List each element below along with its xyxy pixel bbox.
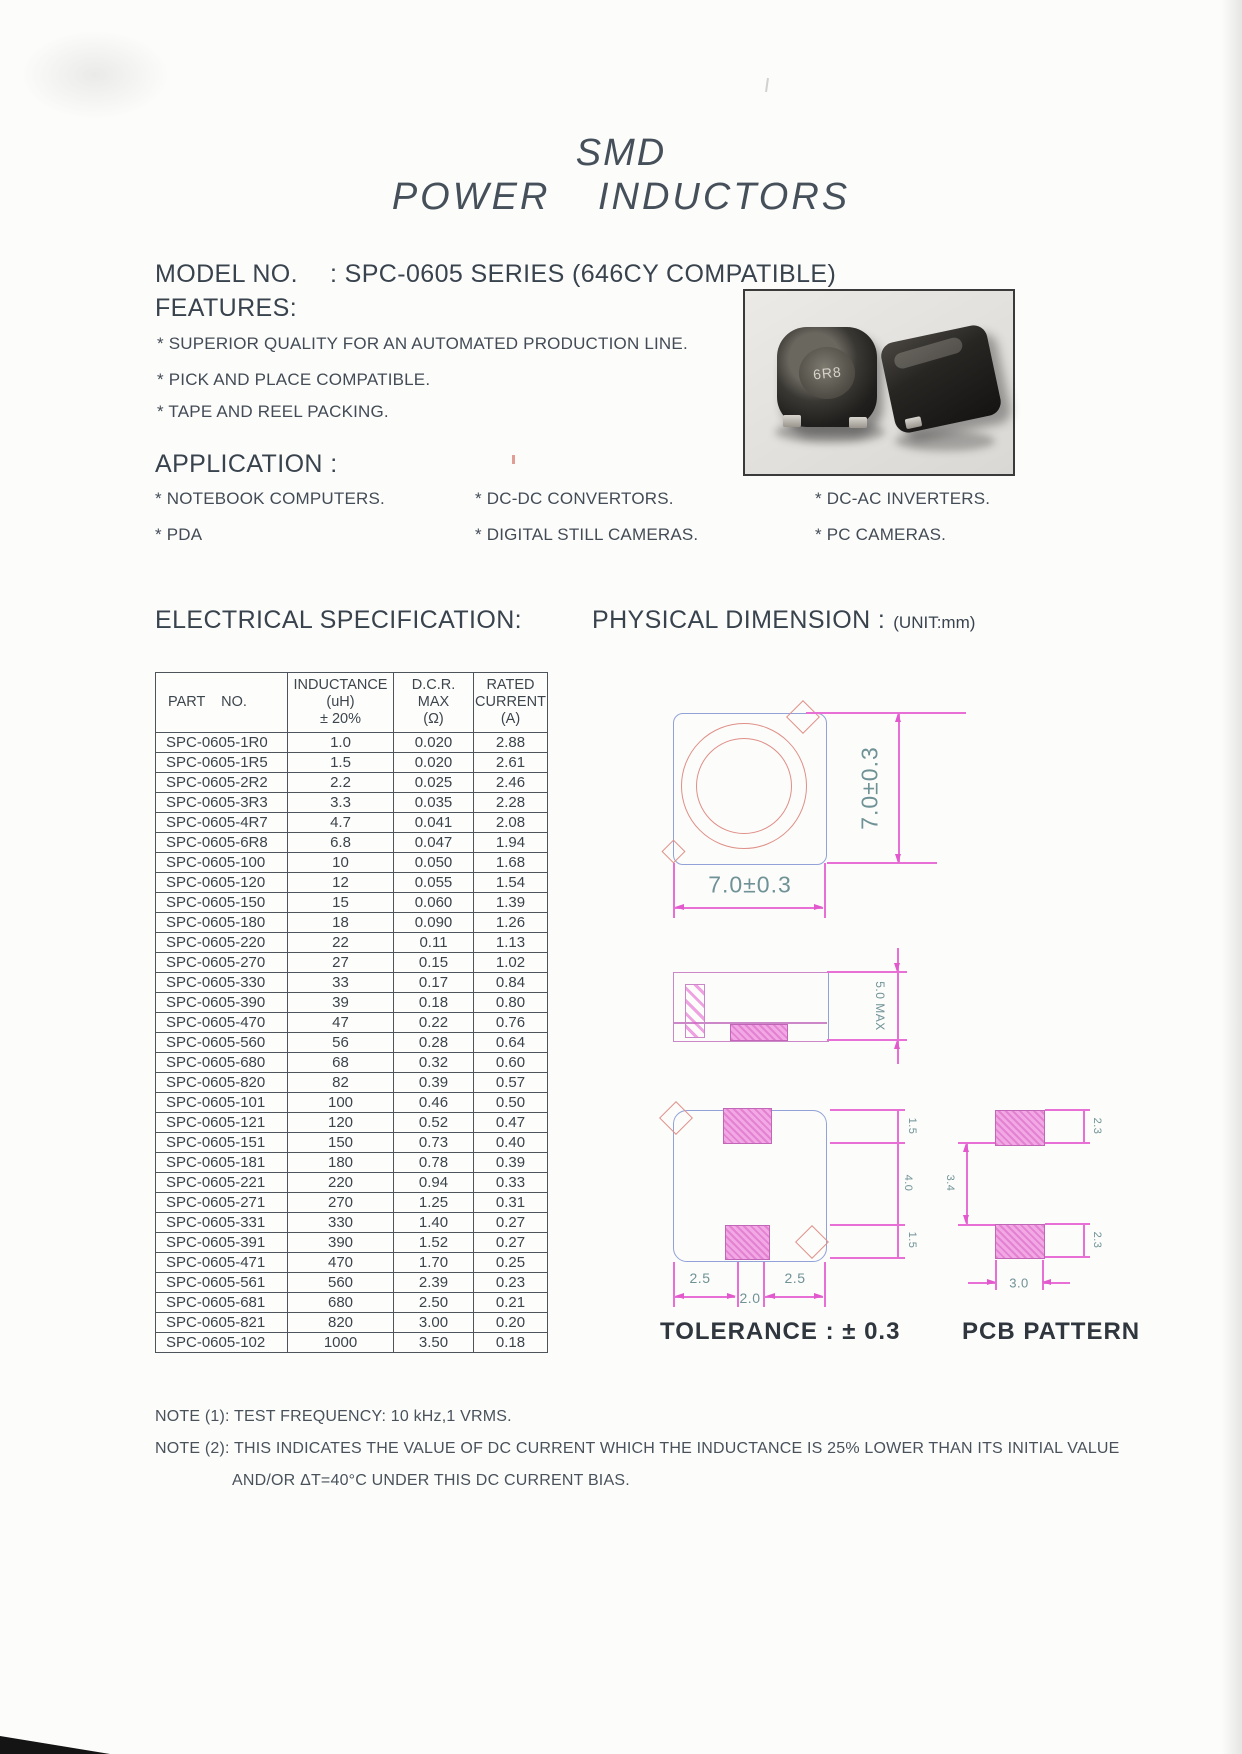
dcr-cell: 0.035	[394, 793, 474, 813]
product-photo	[743, 289, 1015, 476]
header-line: (uH)	[326, 694, 355, 710]
part-no-cell: SPC-0605-181	[156, 1153, 288, 1173]
inductance-cell: 4.7	[288, 813, 394, 833]
inductance-cell: 470	[288, 1253, 394, 1273]
dcr-cell: 2.39	[394, 1273, 474, 1293]
col-header-part-no: PART NO.	[156, 673, 288, 733]
inductance-cell: 68	[288, 1053, 394, 1073]
dim-extension-line	[830, 1142, 905, 1144]
dim-arrow	[987, 1279, 996, 1285]
inductor-photo-square	[879, 323, 1004, 435]
part-no-cell: SPC-0605-561	[156, 1273, 288, 1293]
rated-current-cell: 1.68	[474, 853, 548, 873]
rated-current-cell: 0.57	[474, 1073, 548, 1093]
dim-extension-line	[824, 1262, 826, 1307]
dcr-cell: 0.090	[394, 913, 474, 933]
inductance-cell: 680	[288, 1293, 394, 1313]
dcr-cell: 1.40	[394, 1213, 474, 1233]
header-line: MAX	[417, 694, 450, 710]
dim-bottom-view-pad-top: 1.5	[906, 1117, 918, 1135]
rated-current-cell: 0.31	[474, 1193, 548, 1213]
inductor-photo-round	[777, 327, 877, 427]
model-no-label: MODEL NO.	[155, 260, 298, 288]
part-no-cell: SPC-0605-180	[156, 913, 288, 933]
dim-arrow	[894, 1040, 900, 1049]
pcb-pad-bottom	[995, 1224, 1045, 1259]
dim-line	[1083, 1224, 1085, 1257]
inductance-cell: 12	[288, 873, 394, 893]
page-title-line1: SMD	[575, 132, 667, 174]
inductance-cell: 3.3	[288, 793, 394, 813]
part-no-cell: SPC-0605-150	[156, 893, 288, 913]
side-view-pad	[730, 1024, 788, 1041]
dcr-cell: 0.060	[394, 893, 474, 913]
dim-bottom-view-left: 2.5	[689, 1270, 711, 1286]
side-view-terminal	[685, 984, 705, 1038]
note-line: AND/OR ΔT=40°C UNDER THIS DC CURRENT BIAS.	[232, 1472, 630, 1489]
dim-arrow	[814, 1293, 823, 1299]
model-no-row	[155, 260, 836, 289]
rated-current-cell: 0.84	[474, 973, 548, 993]
dim-extension-line	[673, 1262, 675, 1307]
inductance-cell: 270	[288, 1193, 394, 1213]
dcr-cell: 1.25	[394, 1193, 474, 1213]
dim-extension-line	[763, 1262, 765, 1307]
rated-current-cell: 1.26	[474, 913, 548, 933]
table-row	[156, 973, 548, 993]
part-no-cell: SPC-0605-390	[156, 993, 288, 1013]
dim-arrow	[727, 1293, 736, 1299]
dim-arrow	[895, 854, 901, 863]
dim-pcb-pad-height-top: 2.3	[1091, 1117, 1103, 1135]
col-header-inductance	[288, 673, 394, 733]
part-no-cell: SPC-0605-151	[156, 1133, 288, 1153]
pcb-pattern-label: PCB PATTERN	[962, 1318, 1141, 1345]
header-line: CURRENT	[475, 694, 546, 710]
table-row	[156, 1313, 548, 1333]
rated-current-cell: 2.28	[474, 793, 548, 813]
part-no-cell: SPC-0605-1R5	[156, 753, 288, 773]
dcr-cell: 0.94	[394, 1173, 474, 1193]
dcr-cell: 0.025	[394, 773, 474, 793]
inductance-cell: 150	[288, 1133, 394, 1153]
part-no-cell: SPC-0605-2R2	[156, 773, 288, 793]
table-row	[156, 1033, 548, 1053]
rated-current-cell: 2.61	[474, 753, 548, 773]
dim-arrow	[895, 713, 901, 722]
rated-current-cell: 2.08	[474, 813, 548, 833]
part-no-cell: SPC-0605-680	[156, 1053, 288, 1073]
table-row	[156, 1053, 548, 1073]
inductance-cell: 22	[288, 933, 394, 953]
part-no-cell: SPC-0605-121	[156, 1113, 288, 1133]
dcr-cell: 0.047	[394, 833, 474, 853]
dim-extension-line	[737, 1262, 739, 1307]
table-row	[156, 813, 548, 833]
top-view-inner-circle	[696, 738, 792, 834]
part-no-cell: SPC-0605-560	[156, 1033, 288, 1053]
rated-current-cell: 0.60	[474, 1053, 548, 1073]
part-no-cell: SPC-0605-270	[156, 953, 288, 973]
col-header-rated-current	[474, 673, 548, 733]
table-row	[156, 873, 548, 893]
inductance-cell: 820	[288, 1313, 394, 1333]
dim-extension-line	[958, 1224, 995, 1226]
dcr-cell: 0.78	[394, 1153, 474, 1173]
note-line: NOTE (2): THIS INDICATES THE VALUE OF DC CURRENT WHICH THE INDUCTANCE IS 25% LOWER THAN ITS INITIAL VALUE	[155, 1440, 1120, 1457]
features-heading: FEATURES:	[155, 294, 298, 322]
inductance-cell: 39	[288, 993, 394, 1013]
table-row	[156, 853, 548, 873]
dcr-cell: 2.50	[394, 1293, 474, 1313]
table-row	[156, 1253, 548, 1273]
inductance-cell: 1000	[288, 1333, 394, 1353]
dim-line	[897, 1110, 899, 1257]
header-line: INDUCTANCE	[293, 677, 388, 693]
part-no-cell: SPC-0605-271	[156, 1193, 288, 1213]
rated-current-cell: 0.27	[474, 1213, 548, 1233]
part-no-cell: SPC-0605-330	[156, 973, 288, 993]
col-header-dcr	[394, 673, 474, 733]
part-no-cell: SPC-0605-681	[156, 1293, 288, 1313]
table-row	[156, 733, 548, 753]
dim-line	[675, 1296, 735, 1298]
table-header-row	[156, 673, 548, 733]
table-row	[156, 993, 548, 1013]
header-line: (Ω)	[423, 711, 444, 727]
dcr-cell: 1.52	[394, 1233, 474, 1253]
inductance-cell: 120	[288, 1113, 394, 1133]
table-row	[156, 913, 548, 933]
rated-current-cell: 0.80	[474, 993, 548, 1013]
table-row	[156, 1173, 548, 1193]
dcr-cell: 0.050	[394, 853, 474, 873]
inductance-cell: 56	[288, 1033, 394, 1053]
inductance-cell: 100	[288, 1093, 394, 1113]
dcr-cell: 0.15	[394, 953, 474, 973]
table-row	[156, 953, 548, 973]
inductance-cell: 15	[288, 893, 394, 913]
tolerance-label: TOLERANCE : ± 0.3	[660, 1318, 901, 1345]
dim-pcb-pad-height-bottom: 2.3	[1091, 1231, 1103, 1249]
dim-extension-line	[1042, 1260, 1044, 1290]
table-row	[156, 793, 548, 813]
note-line: NOTE (1): TEST FREQUENCY: 10 kHz,1 VRMS.	[155, 1408, 512, 1425]
rated-current-cell: 0.39	[474, 1153, 548, 1173]
table-row	[156, 1213, 548, 1233]
rated-current-cell: 0.40	[474, 1133, 548, 1153]
part-no-cell: SPC-0605-221	[156, 1173, 288, 1193]
scan-edge-shade	[1222, 0, 1242, 1754]
application-item: * PDA	[155, 525, 203, 544]
table-row	[156, 933, 548, 953]
inductance-cell: 560	[288, 1273, 394, 1293]
model-no-value: : SPC-0605 SERIES (646CY COMPATIBLE)	[329, 260, 837, 288]
table-row	[156, 1333, 548, 1353]
dcr-cell: 0.041	[394, 813, 474, 833]
rated-current-cell: 0.20	[474, 1313, 548, 1333]
table-row	[156, 1133, 548, 1153]
inductor-terminal	[783, 415, 801, 427]
header-line: D.C.R.	[411, 677, 456, 693]
table-row	[156, 833, 548, 853]
part-no-cell: SPC-0605-120	[156, 873, 288, 893]
physical-dimension-heading: PHYSICAL DIMENSION :	[592, 606, 886, 634]
inductor-sheen	[892, 336, 964, 371]
rated-current-cell: 0.23	[474, 1273, 548, 1293]
dim-arrow	[675, 904, 684, 910]
dcr-cell: 3.00	[394, 1313, 474, 1333]
table-row	[156, 773, 548, 793]
inductance-cell: 27	[288, 953, 394, 973]
spec-table-body	[156, 733, 548, 1353]
table-row	[156, 1113, 548, 1133]
part-no-cell: SPC-0605-3R3	[156, 793, 288, 813]
dim-line	[1083, 1110, 1085, 1143]
dcr-cell: 0.22	[394, 1013, 474, 1033]
scan-corner-wedge	[0, 1736, 110, 1754]
part-no-cell: SPC-0605-102	[156, 1333, 288, 1353]
inductance-cell: 1.0	[288, 733, 394, 753]
part-no-cell: SPC-0605-470	[156, 1013, 288, 1033]
inductance-cell: 82	[288, 1073, 394, 1093]
dcr-cell: 0.39	[394, 1073, 474, 1093]
application-item: * PC CAMERAS.	[815, 525, 947, 544]
inductance-cell: 1.5	[288, 753, 394, 773]
bottom-view-pad-top	[723, 1108, 772, 1144]
application-item: * DIGITAL STILL CAMERAS.	[475, 525, 699, 544]
rated-current-cell: 0.47	[474, 1113, 548, 1133]
rated-current-cell: 0.21	[474, 1293, 548, 1313]
inductance-cell: 2.2	[288, 773, 394, 793]
dim-extension-line	[830, 1257, 905, 1259]
table-row	[156, 1153, 548, 1173]
part-no-cell: SPC-0605-220	[156, 933, 288, 953]
part-no-cell: SPC-0605-4R7	[156, 813, 288, 833]
dim-extension-line	[995, 1260, 997, 1290]
table-row	[156, 1233, 548, 1253]
dim-bottom-view-center: 2.0	[739, 1290, 761, 1306]
dim-arrow	[963, 1143, 969, 1152]
dim-line	[966, 1143, 968, 1224]
inductance-cell: 220	[288, 1173, 394, 1193]
page-title-line2: POWER INDUCTORS	[391, 176, 851, 218]
dcr-cell: 0.055	[394, 873, 474, 893]
scan-red-mark	[512, 455, 515, 464]
dcr-cell: 0.17	[394, 973, 474, 993]
dim-pcb-pad-width: 3.0	[1009, 1275, 1029, 1291]
header-line: RATED	[486, 677, 535, 693]
table-row	[156, 893, 548, 913]
application-item: * NOTEBOOK COMPUTERS.	[155, 489, 385, 508]
application-item: * DC-DC CONVERTORS.	[475, 489, 674, 508]
inductance-cell: 180	[288, 1153, 394, 1173]
dcr-cell: 0.020	[394, 733, 474, 753]
feature-item: * PICK AND PLACE COMPATIBLE.	[157, 370, 431, 389]
table-row	[156, 1293, 548, 1313]
inductance-cell: 33	[288, 973, 394, 993]
dim-arrow	[894, 963, 900, 972]
rated-current-cell: 0.27	[474, 1233, 548, 1253]
dim-arrow	[963, 1215, 969, 1224]
table-row	[156, 1093, 548, 1113]
inductance-cell: 330	[288, 1213, 394, 1233]
dim-arrow	[675, 1293, 684, 1299]
dcr-cell: 0.020	[394, 753, 474, 773]
dcr-cell: 0.28	[394, 1033, 474, 1053]
dcr-cell: 0.52	[394, 1113, 474, 1133]
electrical-spec-heading: ELECTRICAL SPECIFICATION:	[155, 606, 523, 634]
dcr-cell: 0.32	[394, 1053, 474, 1073]
table-row	[156, 753, 548, 773]
application-heading: APPLICATION :	[155, 450, 338, 478]
inductance-cell: 10	[288, 853, 394, 873]
photo-shadow	[895, 431, 995, 451]
scan-smudge	[20, 30, 170, 120]
bottom-view-pad-bottom	[725, 1225, 770, 1260]
rated-current-cell: 1.54	[474, 873, 548, 893]
table-row	[156, 1013, 548, 1033]
dcr-cell: 0.46	[394, 1093, 474, 1113]
dim-extension-line	[827, 862, 937, 864]
inductor-marking: 6R8	[811, 363, 843, 383]
part-no-cell: SPC-0605-471	[156, 1253, 288, 1273]
rated-current-cell: 1.02	[474, 953, 548, 973]
dim-bottom-view-pad-bottom: 1.5	[906, 1231, 918, 1249]
table-row	[156, 1273, 548, 1293]
header-line: (A)	[500, 711, 521, 727]
dcr-cell: 1.70	[394, 1253, 474, 1273]
dim-arrow	[814, 904, 823, 910]
rated-current-cell: 1.13	[474, 933, 548, 953]
inductance-cell: 390	[288, 1233, 394, 1253]
dcr-cell: 0.11	[394, 933, 474, 953]
part-no-cell: SPC-0605-6R8	[156, 833, 288, 853]
dim-line	[675, 907, 823, 909]
dim-arrow	[1042, 1279, 1051, 1285]
feature-item: * SUPERIOR QUALITY FOR AN AUTOMATED PRODUCTION LINE.	[157, 334, 688, 353]
dim-side-view-height: 5.0 MAX	[873, 981, 887, 1031]
rated-current-cell: 1.39	[474, 893, 548, 913]
inductance-cell: 47	[288, 1013, 394, 1033]
rated-current-cell: 0.33	[474, 1173, 548, 1193]
header-line: ± 20%	[319, 711, 361, 727]
dcr-cell: 3.50	[394, 1333, 474, 1353]
inductor-terminal	[905, 416, 923, 429]
dim-extension-line	[830, 1109, 905, 1111]
part-no-cell: SPC-0605-391	[156, 1233, 288, 1253]
table-row	[156, 1073, 548, 1093]
dim-bottom-view-right: 2.5	[784, 1270, 806, 1286]
rated-current-cell: 2.88	[474, 733, 548, 753]
dim-bottom-view-pitch: 4.0	[902, 1174, 914, 1192]
pcb-pad-top	[995, 1110, 1045, 1146]
dim-top-view-width: 7.0±0.3	[708, 871, 792, 898]
part-no-cell: SPC-0605-821	[156, 1313, 288, 1333]
rated-current-cell: 0.25	[474, 1253, 548, 1273]
rated-current-cell: 1.94	[474, 833, 548, 853]
dim-top-view-height: 7.0±0.3	[856, 746, 883, 830]
inductor-top-face	[799, 347, 855, 399]
rated-current-cell: 0.50	[474, 1093, 548, 1113]
inductance-cell: 18	[288, 913, 394, 933]
physical-dimension-heading-row	[592, 606, 975, 635]
dim-extension-line	[830, 1224, 905, 1226]
rated-current-cell: 0.64	[474, 1033, 548, 1053]
spec-table	[155, 672, 548, 1353]
dim-arrow	[766, 1293, 775, 1299]
rated-current-cell: 0.76	[474, 1013, 548, 1033]
inductance-cell: 6.8	[288, 833, 394, 853]
dimension-unit: (UNIT:mm)	[893, 613, 976, 632]
part-no-cell: SPC-0605-101	[156, 1093, 288, 1113]
scan-tick	[765, 78, 769, 92]
dim-extension-line	[824, 863, 826, 918]
dim-line	[898, 713, 900, 863]
rated-current-cell: 2.46	[474, 773, 548, 793]
feature-item: * TAPE AND REEL PACKING.	[157, 402, 389, 421]
table-row	[156, 1193, 548, 1213]
dcr-cell: 0.18	[394, 993, 474, 1013]
inductor-terminal	[849, 417, 867, 428]
rated-current-cell: 0.18	[474, 1333, 548, 1353]
dim-pcb-pitch: 3.4	[944, 1174, 956, 1192]
dcr-cell: 0.73	[394, 1133, 474, 1153]
application-item: * DC-AC INVERTERS.	[815, 489, 991, 508]
part-no-cell: SPC-0605-820	[156, 1073, 288, 1093]
part-no-cell: SPC-0605-331	[156, 1213, 288, 1233]
part-no-cell: SPC-0605-1R0	[156, 733, 288, 753]
part-no-cell: SPC-0605-100	[156, 853, 288, 873]
dim-extension-line	[806, 712, 966, 714]
